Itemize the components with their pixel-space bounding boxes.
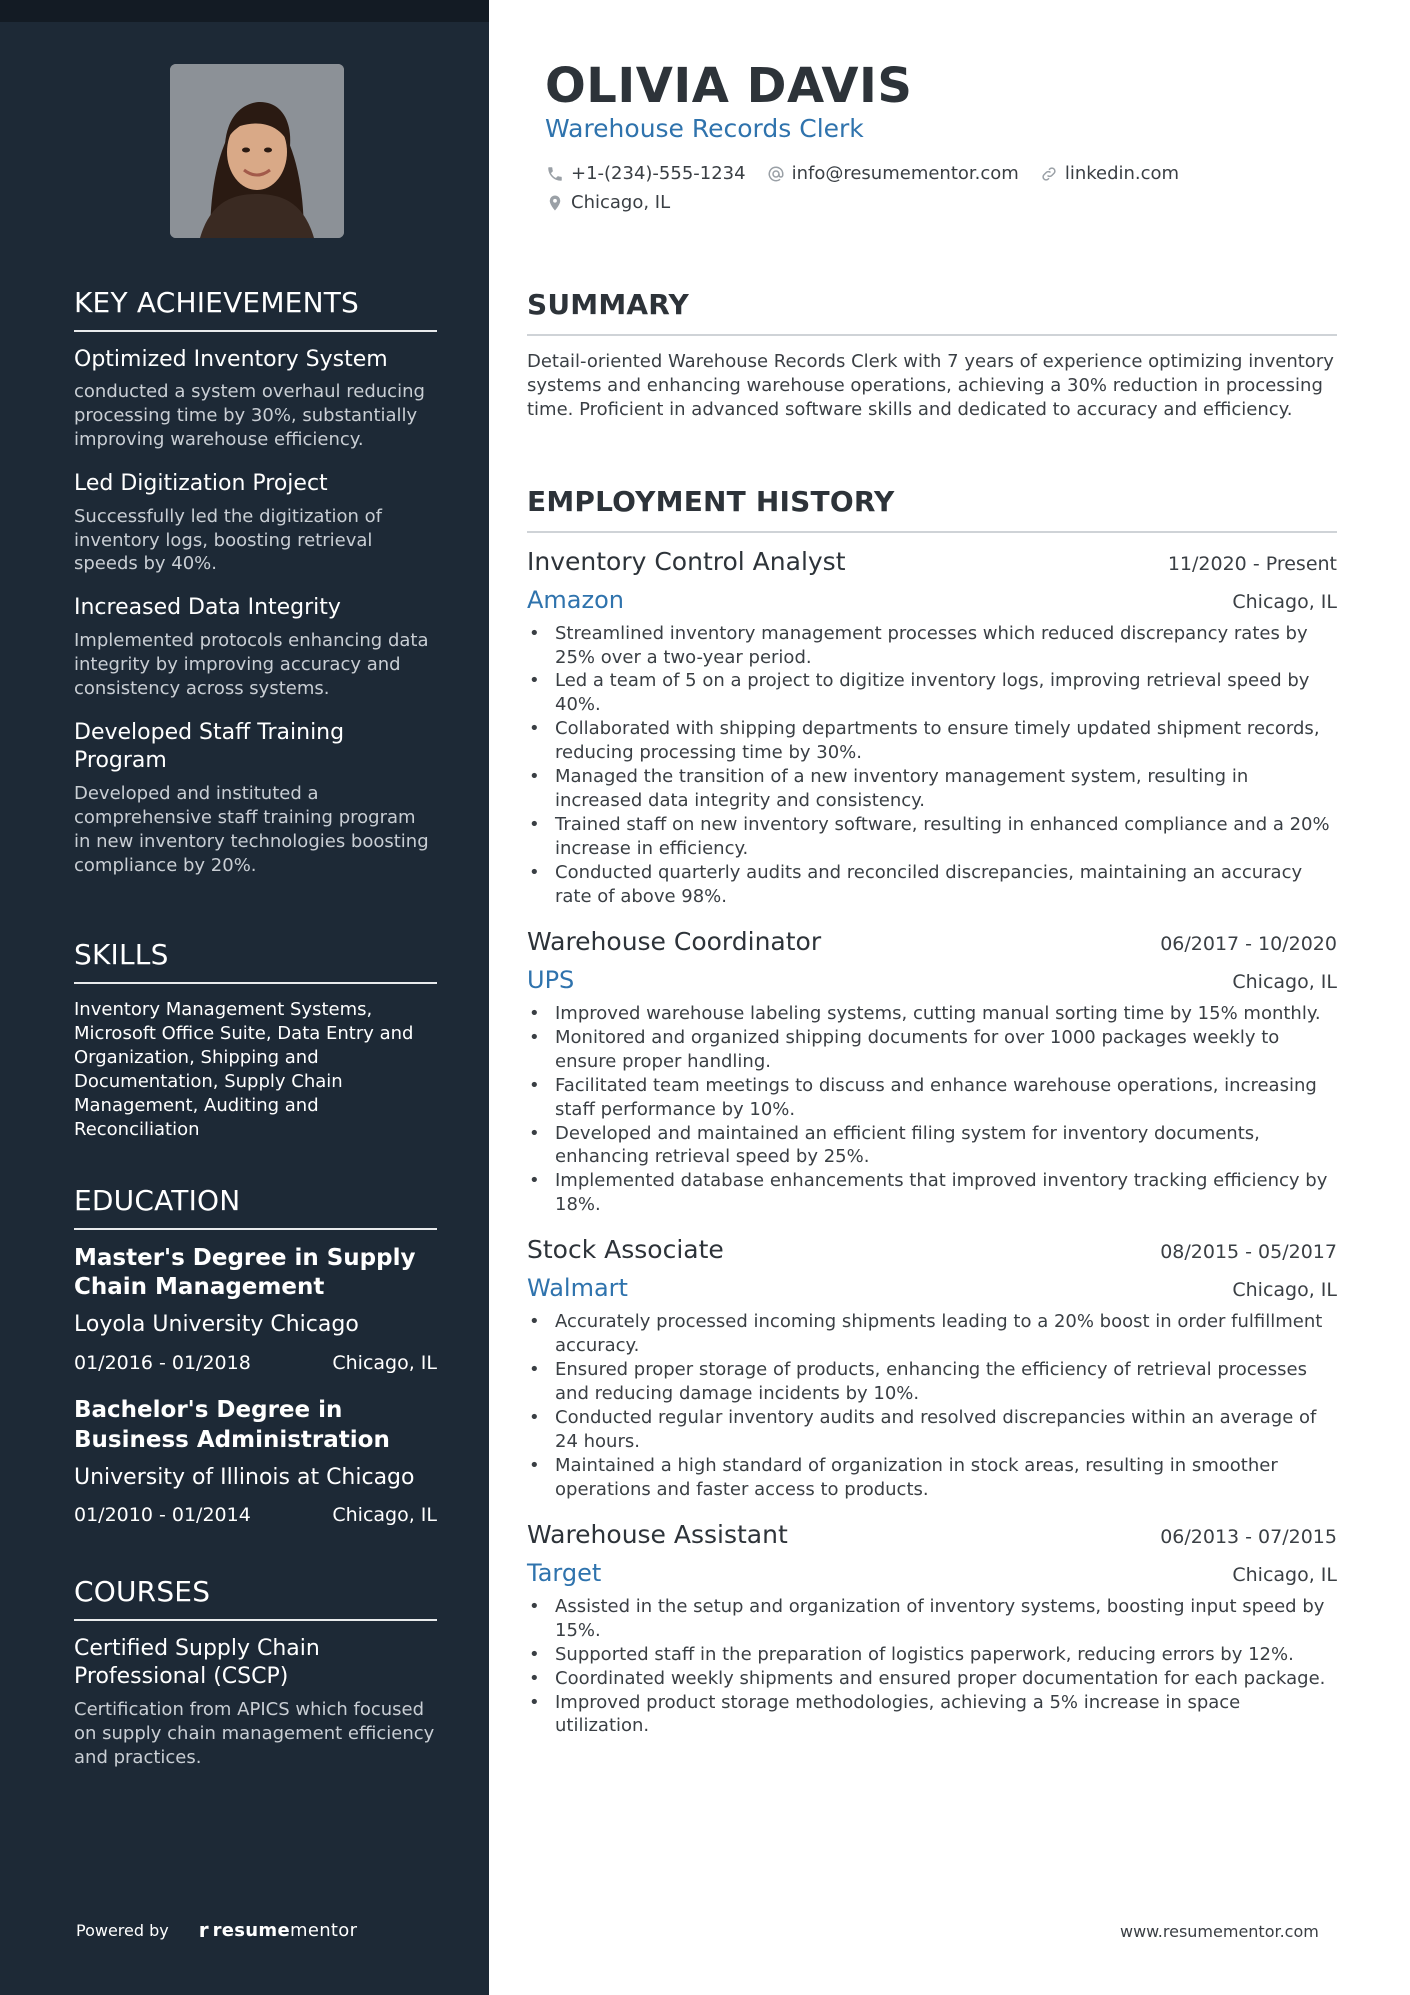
job-location: Chicago, IL [1232, 1279, 1337, 1302]
brand-logo-icon: r [198, 1918, 209, 1942]
at-icon [766, 164, 786, 184]
education-location: Chicago, IL [332, 1504, 437, 1527]
job-company: UPS [527, 965, 575, 994]
sidebar [0, 0, 489, 1995]
summary-text: Detail-oriented Warehouse Records Clerk with 7 years of experience optimizing inventory systems and enhancing warehouse operations, achieving a 30% reduction in processing time. Proficient in advanced software skills and dedicated to accuracy and efficiency. [527, 350, 1334, 420]
candidate-title: Warehouse Records Clerk [545, 114, 864, 143]
education-school: University of Illinois at Chicago [74, 1464, 415, 1490]
powered-label: Powered by [76, 1920, 169, 1940]
job-entry [527, 1235, 1337, 1502]
job-bullet: • Collaborated with shipping departments to ensure timely updated shipment records, reducing processing time by 30%. [527, 717, 1337, 765]
employment-heading: EMPLOYMENT HISTORY [527, 485, 1337, 533]
education-section [74, 1184, 437, 1548]
contact-linkedin[interactable] [1039, 163, 1179, 184]
job-location: Chicago, IL [1232, 1563, 1337, 1586]
education-degree: Master's Degree in Supply Chain Management [74, 1244, 416, 1301]
courses-heading: COURSES [74, 1575, 437, 1621]
skills-text: Inventory Management Systems, Microsoft Office Suite, Data Entry and Organization, Shipping and Documentation, Supply Chain Management, Auditing and Reconciliation [74, 998, 414, 1141]
phone-icon [545, 164, 565, 184]
achievement-title: Increased Data Integrity [74, 595, 341, 621]
job-bullet: • Maintained a high standard of organization in stock areas, resulting in smoother operations and faster access to products. [527, 1454, 1337, 1502]
job-bullet: • Developed and maintained an efficient filing system for inventory documents, enhancing retrieval speed by 25%. [527, 1122, 1337, 1170]
footer-site-link[interactable]: www.resumementor.com [1120, 1922, 1319, 1941]
achievement-desc: Implemented protocols enhancing data integrity by improving accuracy and consistency across systems. [74, 630, 429, 699]
job-subheader [527, 586, 1337, 614]
job-title: Warehouse Coordinator [527, 926, 822, 956]
skills-section [74, 938, 437, 1142]
job-entry [527, 547, 1337, 909]
job-company: Walmart [527, 1274, 628, 1303]
job-bullet: • Improved product storage methodologies, achieving a 5% increase in space utilization. [527, 1691, 1337, 1739]
achievement-item [74, 594, 437, 700]
job-title: Inventory Control Analyst [527, 546, 846, 576]
job-bullet: • Led a team of 5 on a project to digitize inventory logs, improving retrieval speed by 40%. [527, 669, 1337, 717]
job-bullet: • Facilitated team meetings to discuss and enhance warehouse operations, increasing staff performance by 10%. [527, 1074, 1337, 1122]
job-entry [527, 1520, 1337, 1739]
linkedin-text: linkedin.com [1064, 163, 1180, 184]
education-item [74, 1244, 437, 1374]
job-bullet: • Supported staff in the preparation of logistics paperwork, reducing errors by 12%. [527, 1643, 1337, 1667]
achievement-item [74, 470, 437, 576]
profile-photo-illustration [170, 64, 344, 238]
achievement-title: Optimized Inventory System [74, 346, 388, 372]
job-subheader [527, 966, 1337, 994]
job-company: Amazon [527, 585, 624, 614]
contact-row [545, 192, 1365, 213]
email-text: info@resumementor.com [791, 163, 1019, 184]
achievements-heading: KEY ACHIEVEMENTS [74, 286, 437, 332]
job-dates: 11/2020 - Present [1167, 552, 1337, 575]
job-bullet: • Coordinated weekly shipments and ensured proper documentation for each package. [527, 1667, 1337, 1691]
job-location: Chicago, IL [1232, 590, 1337, 613]
contact-location [545, 192, 670, 213]
job-entry [527, 927, 1337, 1217]
achievement-desc: conducted a system overhaul reducing processing time by 30%, substantially improving warehouse efficiency. [74, 381, 425, 451]
job-bullet: • Streamlined inventory management processes which reduced discrepancy rates by 25% over a two-year period. [527, 622, 1337, 670]
education-dates: 01/2016 - 01/2018 [74, 1351, 251, 1374]
job-dates: 06/2013 - 07/2015 [1160, 1525, 1337, 1548]
job-bullet: • Conducted regular inventory audits and resolved discrepancies within an average of 24 hours. [527, 1406, 1337, 1454]
education-dates: 01/2010 - 01/2014 [74, 1504, 251, 1527]
education-meta [74, 1352, 437, 1374]
job-title: Warehouse Assistant [527, 1519, 788, 1549]
contact-email[interactable] [766, 163, 1019, 184]
education-item [74, 1396, 437, 1526]
job-header [527, 1520, 1337, 1549]
job-bullets [527, 622, 1337, 909]
brand-name-light: mentor [290, 1919, 358, 1941]
education-degree: Bachelor's Degree in Business Administration [74, 1396, 390, 1453]
job-bullet: • Accurately processed incoming shipments leading to a 20% boost in order fulfillment accuracy. [527, 1310, 1337, 1358]
contact-info [545, 163, 1365, 221]
job-header [527, 927, 1337, 956]
course-title: Certified Supply Chain Professional (CSCP) [74, 1635, 320, 1690]
achievement-item [74, 719, 437, 878]
job-dates: 08/2015 - 05/2017 [1160, 1241, 1337, 1264]
job-bullet: • Implemented database enhancements that improved inventory tracking efficiency by 18%. [527, 1169, 1337, 1217]
brand-name-bold: resume [212, 1919, 290, 1941]
job-bullet: • Improved warehouse labeling systems, cutting manual sorting time by 15% monthly. [527, 1002, 1337, 1026]
link-icon [1039, 164, 1059, 184]
job-bullet: • Ensured proper storage of products, enhancing the efficiency of retrieval processes and reducing damage incidents by 10%. [527, 1358, 1337, 1406]
summary-section [527, 288, 1337, 422]
achievement-title: Led Digitization Project [74, 471, 328, 496]
location-text: Chicago, IL [571, 192, 671, 213]
job-bullets [527, 1310, 1337, 1502]
job-bullet: • Trained staff on new inventory software, resulting in enhanced compliance and a 20% increase in efficiency. [527, 813, 1337, 861]
job-bullet: • Conducted quarterly audits and reconciled discrepancies, maintaining an accuracy rate of above 98%. [527, 861, 1337, 909]
achievements-section [74, 286, 437, 896]
education-heading: EDUCATION [74, 1184, 437, 1230]
skills-heading: SKILLS [74, 938, 437, 984]
achievement-desc: Developed and instituted a comprehensive staff training program in new inventory technologies boosting compliance by 20%. [74, 783, 429, 876]
candidate-name: OLIVIA DAVIS [545, 58, 913, 114]
job-bullets [527, 1595, 1337, 1739]
achievement-item [74, 346, 437, 452]
job-dates: 06/2017 - 10/2020 [1160, 932, 1337, 955]
phone-text: +1-(234)-555-1234 [571, 163, 746, 184]
contact-row [545, 163, 1365, 184]
location-pin-icon [545, 193, 565, 213]
job-bullets [527, 1002, 1337, 1217]
job-header [527, 547, 1337, 576]
education-location: Chicago, IL [332, 1351, 437, 1374]
job-bullet: • Managed the transition of a new inventory management system, resulting in increased data integrity and consistency. [527, 765, 1337, 813]
course-item [74, 1635, 437, 1770]
courses-section [74, 1575, 437, 1770]
job-header [527, 1235, 1337, 1264]
job-location: Chicago, IL [1232, 970, 1337, 993]
profile-photo [170, 64, 344, 238]
powered-by [76, 1918, 357, 1942]
education-meta [74, 1504, 437, 1526]
job-bullet: • Assisted in the setup and organization of inventory systems, boosting input speed by 15%. [527, 1595, 1337, 1643]
summary-heading: SUMMARY [527, 288, 1337, 336]
achievement-desc: Successfully led the digitization of inventory logs, boosting retrieval speeds by 40%. [74, 505, 383, 575]
contact-phone[interactable] [545, 163, 746, 184]
job-bullet: • Monitored and organized shipping documents for over 1000 packages weekly to ensure proper handling. [527, 1026, 1337, 1074]
achievement-title: Developed Staff Training Program [74, 719, 345, 774]
sidebar-top-bar [0, 0, 489, 22]
employment-section [527, 485, 1337, 1756]
education-school: Loyola University Chicago [74, 1312, 359, 1338]
job-title: Stock Associate [527, 1235, 724, 1265]
job-subheader [527, 1274, 1337, 1302]
job-subheader [527, 1559, 1337, 1587]
job-company: Target [527, 1558, 602, 1587]
course-desc: Certification from APICS which focused on supply chain management efficiency and practices. [74, 1698, 435, 1768]
